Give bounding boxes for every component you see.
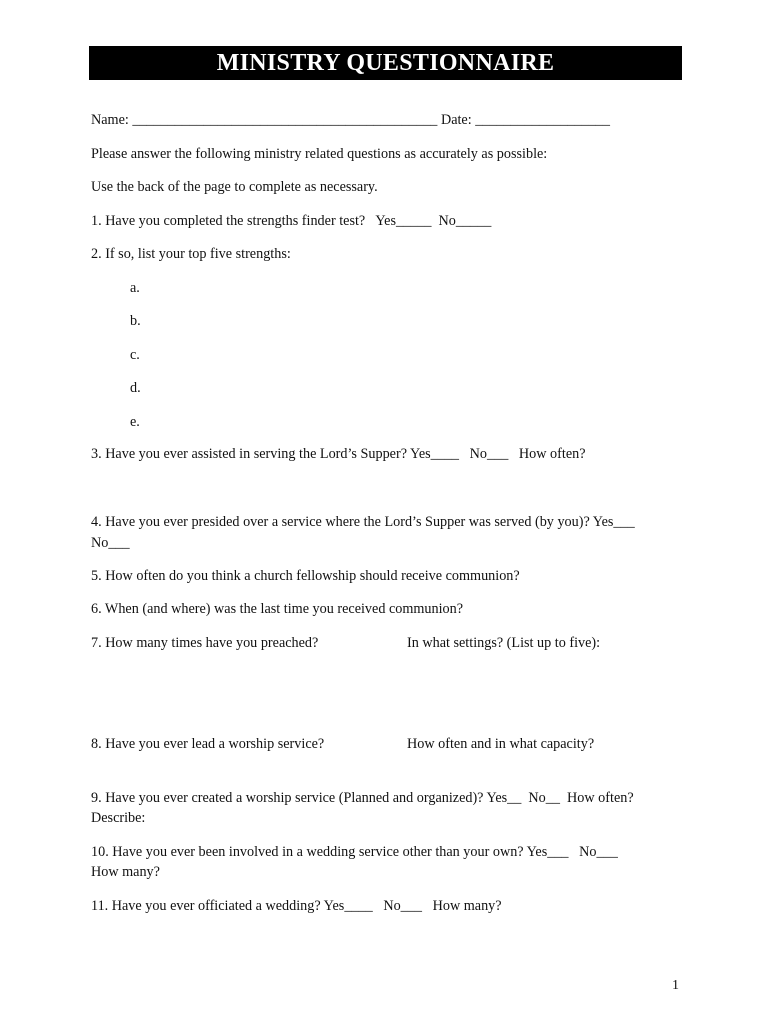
question-9-line-1: 9. Have you ever created a worship service (Planned and organized)? Yes__ No__ How often? xyxy=(91,790,634,806)
question-7-left: 7. How many times have you preached? xyxy=(91,635,319,651)
question-2: 2. If so, list your top five strengths: xyxy=(91,246,291,262)
question-8-right: How often and in what capacity? xyxy=(407,736,595,752)
question-4-line-1: 4. Have you ever presided over a service where the Lord’s Supper was served (by you)? Yes___ xyxy=(91,514,635,530)
strength-letter-d: d. xyxy=(130,380,141,396)
question-5: 5. How often do you think a church fellowship should receive communion? xyxy=(91,568,520,584)
strength-letter-b: b. xyxy=(130,313,141,329)
question-1: 1. Have you completed the strengths finder test? Yes_____ No_____ xyxy=(91,213,492,229)
question-6: 6. When (and where) was the last time you received communion? xyxy=(91,601,464,617)
strength-letter-c: c. xyxy=(130,347,140,363)
strength-letter-a: a. xyxy=(130,280,140,296)
page-title: MINISTRY QUESTIONNAIRE xyxy=(89,46,682,80)
question-11: 11. Have you ever officiated a wedding? Yes____ No___ How many? xyxy=(91,898,502,914)
question-7-right: In what settings? (List up to five): xyxy=(407,635,601,651)
page-number: 1 xyxy=(672,978,679,993)
question-8-left: 8. Have you ever lead a worship service? xyxy=(91,736,325,752)
question-10-line-1: 10. Have you ever been involved in a wedding service other than your own? Yes___ No___ xyxy=(91,844,618,860)
strength-letter-e: e. xyxy=(130,414,140,430)
question-9-line-2: Describe: xyxy=(91,810,146,826)
instruction-back-of-page: Use the back of the page to complete as necessary. xyxy=(91,179,378,195)
instruction-accuracy: Please answer the following ministry related questions as accurately as possible: xyxy=(91,146,548,162)
question-10-line-2: How many? xyxy=(91,864,160,880)
question-4-line-2: No___ xyxy=(91,535,130,551)
name-date-line: Name: ___________________________________________ Date: ___________________ xyxy=(91,112,610,128)
question-3: 3. Have you ever assisted in serving the Lord’s Supper? Yes____ No___ How often? xyxy=(91,446,586,462)
